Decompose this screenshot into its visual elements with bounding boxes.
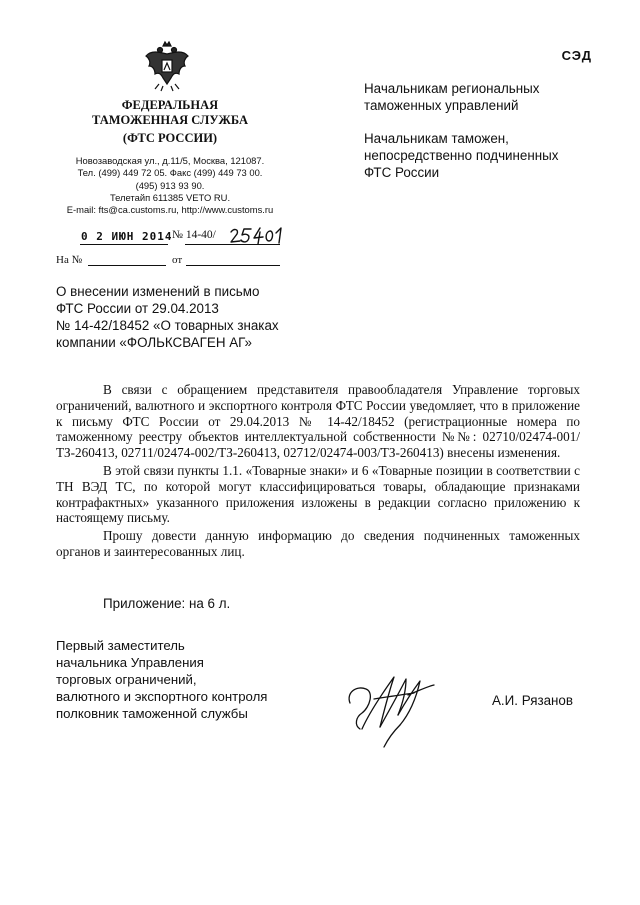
document-system-mark: СЭД xyxy=(561,48,592,63)
organization-short-name: (ФТС РОССИИ) xyxy=(122,131,218,145)
registration-number-label: № 14-40/ xyxy=(172,229,216,241)
signer-title-line: валютного и экспортного контроля xyxy=(56,689,268,704)
organization-name xyxy=(70,98,270,128)
reference-number-line xyxy=(88,265,166,266)
letter-body xyxy=(56,382,580,562)
body-paragraph: Прошу довести данную информацию до сведения подчиненных таможенных органов и заинтересованных лиц. xyxy=(56,528,580,559)
subject-line: компании «ФОЛЬКСВАГЕН АГ» xyxy=(56,335,252,350)
signer-name: А.И. Рязанов xyxy=(492,693,573,708)
email-web: E-mail: fts@ca.customs.ru, http://www.customs.ru xyxy=(66,204,274,216)
handwritten-signature xyxy=(344,655,440,751)
body-paragraph: В этой связи пункты 1.1. «Товарные знаки» и 6 «Товарные позиции в соответствии с ТН ВЭД ТС, по которой могут классифицироваться товары, обладающие признаками контрафактных» указанного приложения изложены в редакции согласно приложению к настоящему письму. xyxy=(56,462,580,526)
handwritten-registration-number xyxy=(229,226,283,246)
subject-line: № 14-42/18452 «О товарных знаках xyxy=(56,318,279,333)
subject-line: ФТС России от 29.04.2013 xyxy=(56,301,219,316)
contact-block xyxy=(50,155,290,216)
addressee-group xyxy=(364,130,558,181)
organization-name-line2: ТАМОЖЕННАЯ СЛУЖБА xyxy=(92,113,248,127)
signer-title-line: начальника Управления xyxy=(56,655,204,670)
addressee-group xyxy=(364,80,558,114)
signer-title-line: торговых ограничений, xyxy=(56,672,197,687)
telex: Телетайп 611385 VETO RU. xyxy=(109,191,231,203)
date-underline xyxy=(80,244,168,245)
addressee-line: таможенных управлений xyxy=(364,98,519,113)
addressees-block xyxy=(364,80,558,197)
coat-of-arms-icon xyxy=(143,40,191,92)
signer-title-line: Первый заместитель xyxy=(56,638,185,653)
reference-number-label: На № xyxy=(56,254,83,266)
addressee-line: ФТС России xyxy=(364,165,440,180)
letter-subject xyxy=(56,283,279,351)
phone-extra: (495) 913 93 90. xyxy=(135,179,205,191)
signer-title-line: полковник таможенной службы xyxy=(56,706,248,721)
signer-title xyxy=(56,637,267,722)
registration-date-stamp: 0 2 ИЮН 2014 xyxy=(81,230,173,243)
reference-date-label: от xyxy=(172,254,183,266)
body-paragraph: В связи с обращением представителя правообладателя Управление торговых ограничений, валютного и экспортного контроля ФТС России уведомляет, что в приложение к письму ФТС России от 29.04.2013 № 14-42/18452 (регистрационные номера по таможенному реестру объектов интеллектуальной собственности №№: 02710/02474-001/ТЗ-260413, 02711/02474-002/ТЗ-260413, 02712/02474-003/ТЗ-260413) внесены изменения. xyxy=(56,382,580,461)
organization-name-line1: ФЕДЕРАЛЬНАЯ xyxy=(121,98,219,112)
attachment-note: Приложение: на 6 л. xyxy=(103,596,231,611)
addressee-line: Начальникам таможен, xyxy=(364,131,509,146)
addressee-line: Начальникам региональных xyxy=(364,81,540,96)
number-underline xyxy=(185,244,280,245)
phone-fax: Тел. (499) 449 72 05. Факс (499) 449 73 00. xyxy=(77,167,263,179)
reference-date-line xyxy=(186,265,280,266)
subject-line: О внесении изменений в письмо xyxy=(56,284,260,299)
addressee-line: непосредственно подчиненных xyxy=(364,148,559,163)
address: Новозаводская ул., д.11/5, Москва, 121087. xyxy=(75,155,265,166)
